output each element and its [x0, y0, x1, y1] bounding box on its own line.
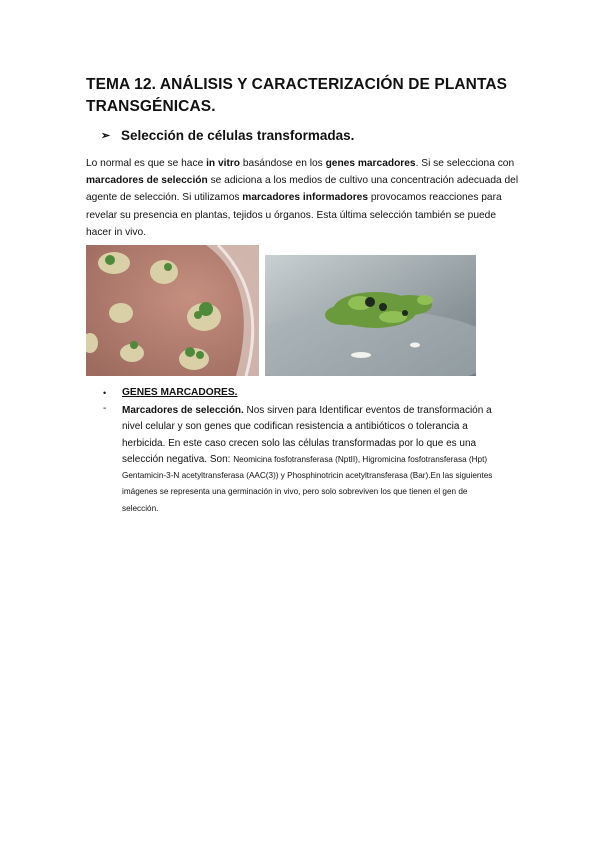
intro-bold-1: in vitro	[206, 158, 241, 169]
arrow-bullet-icon: ➢	[101, 130, 111, 142]
intro-bold-3: marcadores de selección	[86, 175, 208, 187]
intro-paragraph	[86, 155, 522, 241]
intro-bold-4: marcadores informadores	[242, 192, 368, 204]
intro-text-3: . Si se selecciona con	[415, 158, 515, 169]
list-item	[122, 403, 506, 517]
intro-text-2: basándose en los	[240, 158, 326, 169]
list-item-small-text: Neomicina fosfotransferasa (NptII), Higromicina fosfotransferasa (Hpt) Gentamicin-3-N acetyltransferasa (AAC(3)) y Phosphinotricin acetyltransferasa (Bar).En las siguientes imágenes se representa una germinación in vivo, pero solo sobreviven los que tienen el gen de selección.	[122, 454, 493, 513]
dash-bullet-icon: -	[103, 403, 107, 414]
list-heading	[103, 387, 237, 398]
bullet-icon: •	[103, 387, 107, 398]
petri-dish-callus-photo	[86, 245, 259, 376]
page-title: TEMA 12. ANÁLISIS Y CARACTERIZACIÓN DE PLANTAS TRANSGÉNICAS.	[86, 76, 508, 115]
intro-text-5: provocamos reacciones para revelar su presencia en plantas, tejidos u órganos. Esta última selección también se puede hacer in vivo.	[86, 192, 502, 238]
intro-text-4: se adiciona a los medios de cultivo una concentración adecuada del agente de selección. Si utilizamos	[86, 175, 519, 204]
genes-marcadores-heading: GENES MARCADORES.	[122, 387, 238, 398]
intro-text-1: Lo normal es que se hace	[86, 158, 207, 169]
list-item-text: Nos sirven para Identificar eventos de transformación a nivel celular y son genes que codifican resistencia a antibióticos o tolerancia a herbicida. En este caso crecen solo las células transformadas por lo que es una selección negativa. Son:	[122, 405, 492, 465]
plant-explant-culture-photo	[265, 255, 476, 376]
section-heading-text: Selección de células transformadas.	[121, 128, 355, 143]
list-item-bold: Marcadores de selección.	[122, 405, 244, 416]
intro-bold-2: genes marcadores	[325, 158, 416, 169]
section-heading	[101, 128, 354, 143]
